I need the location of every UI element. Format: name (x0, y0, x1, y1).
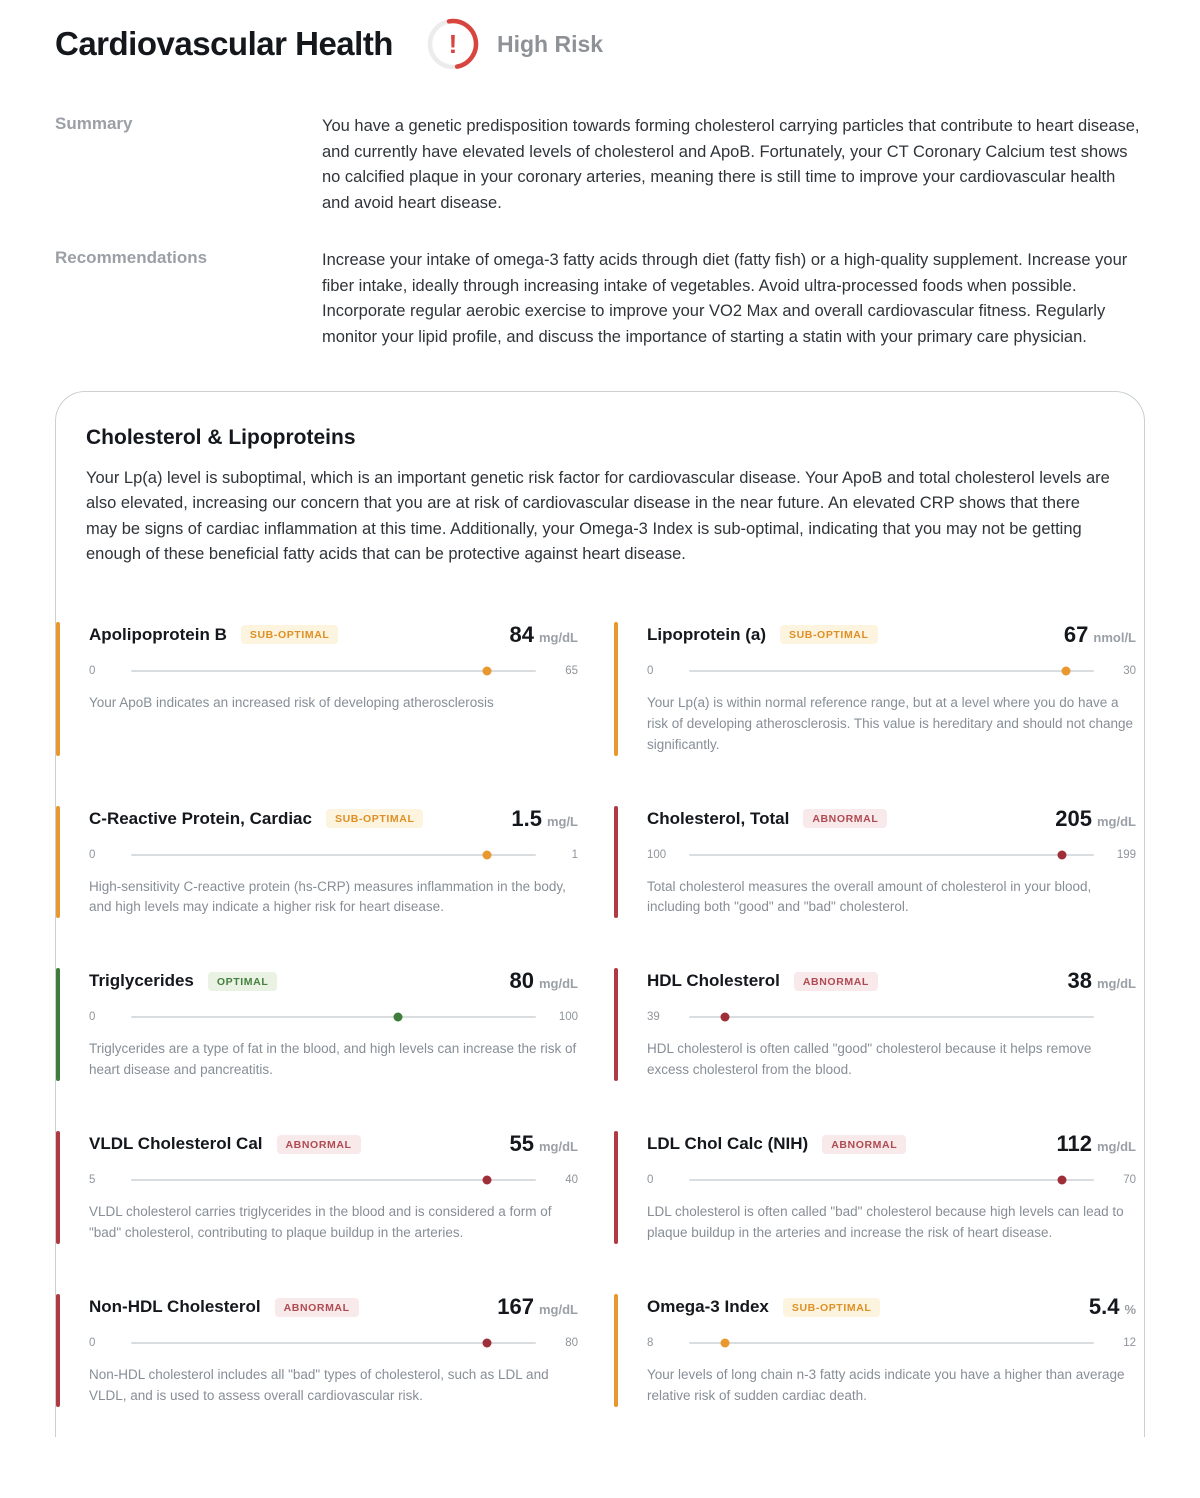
biomarker-card-3 (614, 806, 1144, 919)
biomarker-description: Your levels of long chain n-3 fatty acids indicate you have a higher than average relative risk of sudden cardiac death. (647, 1367, 1125, 1403)
biomarker-header (89, 1294, 578, 1320)
risk-level-label: High Risk (496, 30, 604, 57)
status-badge: SUB-OPTIMAL (241, 625, 339, 644)
biomarker-unit: mg/dL (539, 1139, 578, 1155)
range-min-label: 8 (647, 1337, 654, 1350)
status-badge: ABNORMAL (794, 972, 878, 991)
biomarker-grid (56, 622, 1144, 1407)
slider-track (131, 670, 536, 672)
slider-marker-icon (1057, 850, 1066, 859)
summary-text: You have a genetic predisposition towards forming cholesterol carrying particles that contribute to heart disease, and currently have elevated levels of cholesterol and ApoB. Fortunately, your CT Coronary Calcium test shows no calcified plaque in your coronary arteries, meaning there is still time to improve your cardiovascular health and avoid heart disease. (322, 117, 1140, 212)
slider-marker-icon (1057, 1176, 1066, 1185)
slider-track (689, 1016, 1094, 1018)
biomarker-card-4 (56, 968, 586, 1081)
range-min-label: 0 (89, 1011, 96, 1024)
biomarker-description: Your ApoB indicates an increased risk of developing atherosclerosis (89, 694, 494, 710)
status-badge: OPTIMAL (208, 972, 277, 991)
panel-description: Your Lp(a) level is suboptimal, which is an important genetic risk factor for cardiovascular disease. Your ApoB and total cholesterol levels are also elevated, increasing our concern that you are at risk of cardiovascular disease in the near future. An elevated CRP shows that there may be signs of cardiac inflammation at this time. Additionally, your Omega-3 Index is sub-optimal, indicating that you may not be getting enough of these beneficial fatty acids that can be protective against heart disease. (86, 468, 1110, 564)
biomarker-value: 167 (497, 1294, 534, 1320)
recommendations-text: Increase your intake of omega-3 fatty acids through diet (fatty fish) or a high-quality supplement. Increase your fiber intake, ideally through increasing intake of vegetables. Avoid ultra-processed foods when possible. Incorporate regular aerobic exercise to improve your VO2 Max and overall cardiovascular fitness. Regularly monitor your lipid profile, and discuss the importance of starting a statin with your primary care physician. (322, 251, 1128, 346)
range-max-label: 199 (1116, 848, 1136, 861)
range-max-label: 65 (565, 664, 578, 677)
biomarker-result (510, 622, 578, 648)
biomarker-description: VLDL cholesterol carries triglycerides in the blood and is considered a form of "bad" cholesterol, contributing to plaque buildup in the arteries. (89, 1204, 552, 1241)
biomarker-result (1055, 806, 1136, 832)
biomarker-result (1068, 968, 1136, 994)
range-max-label: 30 (1123, 664, 1136, 677)
range-min-label: 5 (89, 1174, 96, 1187)
range-max-label: 12 (1123, 1337, 1136, 1350)
biomarker-card-7 (614, 1131, 1144, 1244)
biomarker-header (647, 806, 1136, 832)
biomarker-unit: mg/dL (539, 629, 578, 645)
biomarker-header (647, 622, 1136, 648)
slider-marker-icon (721, 1013, 730, 1022)
biomarker-card-5 (614, 968, 1144, 1081)
biomarker-name: VLDL Cholesterol Cal (89, 1134, 263, 1154)
slider-track (131, 1342, 536, 1344)
biomarker-unit: nmol/L (1093, 629, 1136, 645)
biomarker-name: Omega-3 Index (647, 1297, 769, 1317)
range-max-label: 70 (1123, 1174, 1136, 1187)
biomarker-content (60, 1294, 586, 1407)
biomarker-content (618, 968, 1144, 1081)
slider-marker-icon (483, 1176, 492, 1185)
range-min-label: 39 (647, 1011, 660, 1024)
slider-marker-icon (394, 1013, 403, 1022)
slider-track (131, 1016, 536, 1018)
biomarker-description: HDL cholesterol is often called "good" cholesterol because it helps remove excess cholesterol from the blood. (647, 1041, 1092, 1078)
biomarker-result (1057, 1131, 1137, 1157)
range-slider (647, 1174, 1136, 1186)
biomarker-value: 84 (509, 621, 534, 647)
biomarker-card-8 (56, 1294, 586, 1407)
recommendations-row (55, 248, 1145, 350)
range-max-label: 40 (565, 1174, 578, 1187)
biomarker-value: 112 (1056, 1131, 1092, 1157)
biomarker-unit: mg/dL (539, 1302, 578, 1318)
status-badge: SUB-OPTIMAL (780, 625, 878, 644)
biomarker-unit: % (1124, 1302, 1136, 1318)
slider-marker-icon (721, 1339, 730, 1348)
biomarker-header (89, 622, 578, 648)
biomarker-header (647, 968, 1136, 994)
slider-marker-icon (483, 1339, 492, 1348)
range-slider (89, 1337, 578, 1349)
range-min-label: 0 (647, 664, 654, 677)
biomarker-value: 1.5 (511, 805, 542, 831)
biomarker-result (1089, 1294, 1136, 1320)
range-min-label: 100 (647, 848, 667, 861)
status-badge: ABNORMAL (277, 1135, 361, 1154)
biomarker-unit: mg/dL (1097, 976, 1136, 992)
biomarker-description: Your Lp(a) is within normal reference range, but at a level where you do have a risk of developing atherosclerosis. This value is hereditary and should not change significantly. (647, 694, 1134, 752)
slider-marker-icon (1061, 666, 1070, 675)
biomarker-value: 80 (509, 968, 534, 994)
biomarker-value: 5.4 (1088, 1294, 1120, 1320)
biomarker-content (618, 1131, 1144, 1244)
biomarker-header (89, 806, 578, 832)
biomarker-content (618, 1294, 1144, 1407)
biomarker-unit: mg/dL (539, 976, 578, 992)
biomarker-description: LDL cholesterol is often called "bad" cholesterol because high levels can lead to plaque buildup in the arteries and increase the risk of heart disease. (647, 1204, 1124, 1241)
range-max-label: 100 (558, 1011, 578, 1024)
alert-gauge-icon (425, 16, 481, 72)
biomarker-value: 38 (1067, 968, 1092, 994)
status-badge: ABNORMAL (822, 1135, 906, 1154)
range-min-label: 0 (89, 664, 96, 677)
biomarker-result (497, 1294, 578, 1320)
page-header (55, 16, 1145, 72)
slider-marker-icon (483, 666, 492, 675)
range-max-label: 80 (565, 1337, 578, 1350)
range-slider (647, 1011, 1136, 1023)
biomarker-result (510, 968, 578, 994)
biomarker-value: 205 (1055, 805, 1092, 831)
biomarker-result (1064, 622, 1136, 648)
slider-track (689, 670, 1094, 672)
biomarker-unit: mg/dL (1097, 813, 1136, 829)
biomarker-result (510, 1131, 578, 1157)
range-slider (647, 849, 1136, 861)
biomarker-card-6 (56, 1131, 586, 1244)
summary-row (55, 114, 1145, 216)
page-title: Cardiovascular Health (55, 25, 393, 62)
range-min-label: 0 (89, 848, 96, 861)
slider-track (689, 854, 1094, 856)
status-badge: ABNORMAL (803, 809, 887, 828)
biomarker-content (60, 806, 586, 919)
biomarker-name: LDL Chol Calc (NIH) (647, 1134, 809, 1154)
slider-track (689, 1179, 1094, 1181)
biomarker-description: High-sensitivity C-reactive protein (hs-CRP) measures inflammation in the body, and high levels may indicate a higher risk for heart disease. (89, 878, 566, 915)
biomarker-name: Lipoprotein (a) (647, 624, 766, 644)
biomarker-content (618, 622, 1144, 756)
status-badge: SUB-OPTIMAL (326, 809, 424, 828)
biomarker-name: Triglycerides (89, 971, 194, 991)
range-slider (89, 849, 578, 861)
biomarker-content (60, 1131, 586, 1244)
biomarker-name: C-Reactive Protein, Cardiac (89, 808, 312, 828)
status-badge: SUB-OPTIMAL (783, 1298, 881, 1317)
biomarker-content (618, 806, 1144, 919)
biomarker-value: 67 (1063, 621, 1089, 647)
biomarker-name: Cholesterol, Total (647, 808, 790, 828)
biomarker-header (647, 1294, 1136, 1320)
range-min-label: 0 (89, 1337, 96, 1350)
biomarker-header (647, 1131, 1136, 1157)
range-slider (647, 1337, 1136, 1349)
recommendations-label: Recommendations (55, 248, 208, 268)
slider-marker-icon (483, 850, 492, 859)
range-max-label: 1 (571, 848, 578, 861)
range-slider (89, 1174, 578, 1186)
range-slider (647, 665, 1136, 677)
panel-title: Cholesterol & Lipoproteins (86, 425, 356, 449)
biomarker-description: Triglycerides are a type of fat in the blood, and high levels can increase the risk of heart disease and pancreatitis. (89, 1041, 577, 1078)
biomarker-card-2 (56, 806, 586, 919)
biomarker-content (60, 968, 586, 1081)
range-slider (89, 665, 578, 677)
biomarker-name: HDL Cholesterol (647, 971, 780, 991)
biomarker-description: Non-HDL cholesterol includes all "bad" types of cholesterol, such as LDL and VLDL, and is used to assess overall cardiovascular risk. (89, 1367, 549, 1403)
range-slider (89, 1011, 578, 1023)
biomarker-content (60, 622, 586, 756)
biomarker-name: Non-HDL Cholesterol (89, 1297, 261, 1317)
range-min-label: 0 (647, 1174, 654, 1187)
biomarker-result (511, 806, 578, 832)
summary-label: Summary (55, 114, 133, 133)
biomarker-card-1 (614, 622, 1144, 756)
status-badge: ABNORMAL (275, 1298, 359, 1317)
biomarker-unit: mg/dL (1097, 1139, 1136, 1155)
biomarker-header (89, 1131, 578, 1157)
biomarker-unit: mg/L (546, 813, 578, 829)
biomarker-description: Total cholesterol measures the overall amount of cholesterol in your blood, including both "good" and "bad" cholesterol. (647, 878, 1092, 915)
biomarker-card-0 (56, 622, 586, 756)
biomarker-card-9 (614, 1294, 1144, 1407)
svg-text:!: ! (448, 29, 458, 59)
slider-track (131, 854, 536, 856)
slider-track (689, 1342, 1094, 1344)
slider-track (131, 1179, 536, 1181)
cholesterol-lipoproteins-panel (55, 391, 1145, 1437)
biomarker-header (89, 968, 578, 994)
biomarker-value: 55 (509, 1131, 534, 1157)
biomarker-name: Apolipoprotein B (89, 624, 227, 644)
